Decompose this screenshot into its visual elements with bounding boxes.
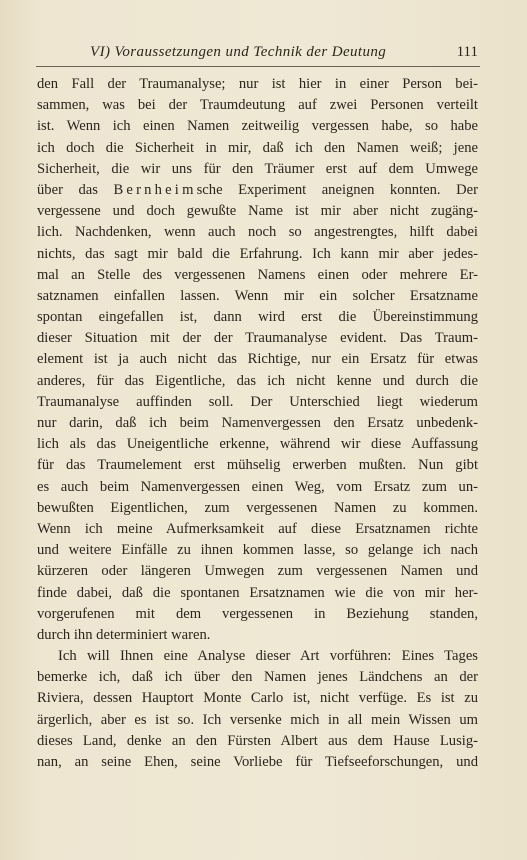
page-header	[50, 44, 478, 66]
text-line: lich als das Uneigentliche erkenne, während wir diese Auffassung	[37, 436, 478, 453]
text-line: bemerke ich, daß ich über den Namen jenes Ländchens an der	[37, 669, 478, 686]
paragraph-last-line: durch ihn determiniert waren.	[37, 626, 211, 643]
text-line: element ist ja auch nicht das Richtige, nur ein Ersatz für etwas	[37, 351, 478, 368]
person-name-spaced: Bernheim	[113, 181, 197, 198]
text-line: vorgerufenen mit dem vergessenen in Beziehung standen,	[37, 605, 478, 622]
text-line: lich. Nachdenken, wenn auch noch so angestrengtes, hilft dabei	[37, 224, 478, 241]
running-title: VI) Voraussetzungen und Technik der Deutung	[90, 44, 387, 60]
text-line: Traumanalyse auffinden soll. Der Unterschied liegt wiederum	[37, 393, 478, 410]
text-line: kürzeren oder längeren Umwegen zum vergessenen Namen und	[37, 563, 478, 580]
text-line: und weitere Einfälle zu ihnen kommen lasse, so gelange ich nach	[37, 542, 478, 559]
text-line: dieses Land, denke an den Fürsten Albert aus dem Hause Lusig-	[37, 732, 478, 749]
header-rule	[36, 66, 480, 67]
text-line: satznamen einfallen lassen. Wenn mir ein solcher Ersatzname	[37, 287, 478, 304]
body-text	[37, 74, 478, 773]
text-line: mal an Stelle des vergessenen Namens einen oder mehrere Er-	[37, 266, 478, 283]
text-fragment: über das	[37, 181, 98, 198]
text-line: für das Traumelement erst mühselig erwerben mußten. Nun gibt	[37, 457, 478, 474]
text-line: ich doch die Sicherheit in mir, daß ich den Namen weiß; jene	[37, 139, 478, 156]
text-line: den Fall der Traumanalyse; nur ist hier in einer Person bei-	[37, 76, 478, 92]
text-line: ärgerlich, aber es ist so. Ich versenke mich in all mein Wissen um	[37, 711, 478, 728]
text-line: finde dabei, daß die spontanen Ersatznamen wie die von mir her-	[37, 584, 478, 601]
text-line: dieser Situation mit der der Traumanalyse evident. Das Traum-	[37, 330, 478, 347]
text-line: vergessene und doch gewußte Name ist mir aber nicht zugäng-	[37, 203, 478, 220]
text-line: ist. Wenn ich einen Namen zeitweilig vergessen habe, so habe	[37, 118, 478, 135]
text-line: bewußten Eigentlichen, zum vergessenen Namen zu kommen.	[37, 499, 478, 516]
text-line: nur darin, daß ich beim Namenvergessen den Ersatz unbedenk-	[37, 415, 478, 431]
text-line: sammen, was bei der Traumdeutung auf zwei Personen verteilt	[37, 97, 478, 114]
page-number: 111	[456, 44, 478, 60]
text-line: es auch beim Namenvergessen einen Weg, vom Ersatz zum un-	[37, 478, 478, 495]
text-line: spontan eingefallen ist, dann wird erst die Übereinstimmung	[37, 309, 478, 326]
text-line-with-name	[37, 180, 478, 201]
text-line: anderes, für das Eigentliche, das ich nicht kenne und durch die	[37, 372, 478, 389]
text-line: nichts, das sagt mir bald die Erfahrung. Ich kann mir aber jedes-	[37, 245, 478, 262]
text-line: Sicherheit, die wir uns für den Träumer erst auf dem Umwege	[37, 160, 478, 177]
text-fragment: sche Experiment aneignen konnten. Der	[196, 181, 478, 198]
text-line: Wenn ich meine Aufmerksamkeit auf diese Ersatznamen richte	[37, 520, 478, 537]
text-line: nan, an seine Ehen, seine Vorliebe für Tiefseeforschungen, und	[37, 754, 478, 770]
paragraph-first-line: Ich will Ihnen eine Analyse dieser Art vorführen: Eines Tages	[58, 648, 478, 665]
text-line: Riviera, dessen Hauptort Monte Carlo ist, nicht verfüge. Es ist zu	[37, 690, 478, 707]
